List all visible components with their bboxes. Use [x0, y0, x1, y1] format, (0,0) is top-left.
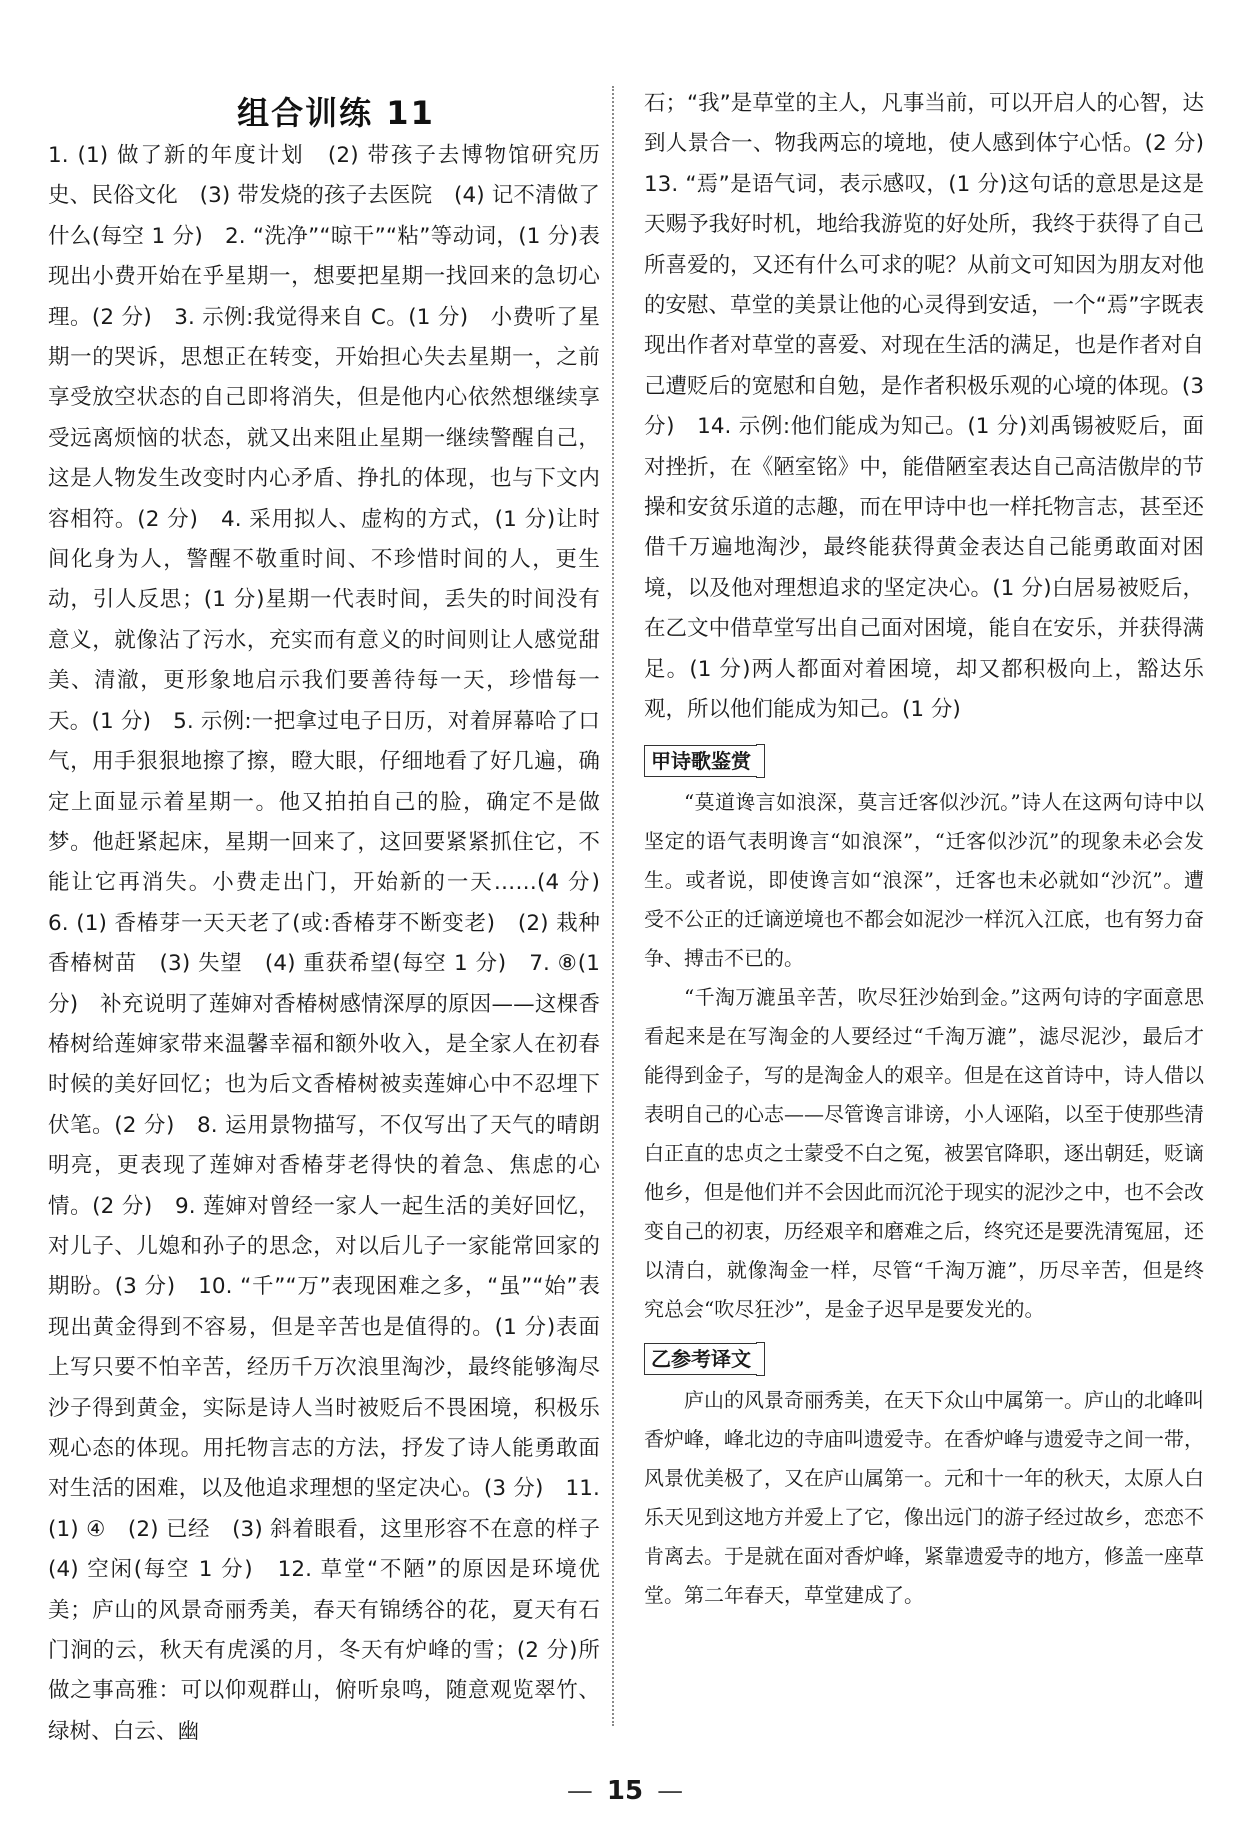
section-tag-translation: 乙参考译文 [644, 1343, 757, 1375]
column-divider [612, 86, 614, 1726]
translation-paragraph: 庐山的风景奇丽秀美，在天下众山中属第一。庐山的北峰叫香炉峰，峰北边的寺庙叫遗爱寺。在香炉峰与遗爱寺之间一带，风景优美极了，又在庐山属第一。元和十一年的秋天，太原人白乐天见到这地方并爱上了它，像出远门的游子经过故乡，恋恋不肯离去。于是就在面对香炉峰，紧靠遗爱寺的地方，修盖一座草堂。第二年春天，草堂建成了。 [644, 1387, 1204, 1607]
page-number: 15 [606, 1776, 644, 1806]
poem-appreciation-paragraph: “千淘万漉虽辛苦，吹尽狂沙始到金。”这两句诗的字面意思看起来是在写淘金的人要经过“千淘万漉”，滤尽泥沙，最后才能得到金子，写的是淘金人的艰辛。但是在这首诗中，诗人借以表明自己的心志——尽管谗言诽谤，小人诬陷，以至于使那些清白正直的忠贞之士蒙受不白之冤，被罢官降职，逐出朝廷，贬谪他乡，但是他们并不会因此而沉沦于现实的泥沙之中，也不会改变自己的初衷，历经艰辛和磨难之后，终究还是要洗清冤屈，还以清白，就像淘金一样，尽管“千淘万漉”，历尽辛苦，但是终究总会“吹尽狂沙”，是金子迟早是要发光的。 [644, 984, 1204, 1321]
poem-appreciation-paragraph: “莫道谗言如浪深，莫言迁客似沙沉。”诗人在这两句诗中以坚定的语气表明谗言“如浪深”，“迁客似沙沉”的现象未必会发生。或者说，即使谗言如“浪深”，迁客也未必就如“沙沉”。遭受不公正的迁谪逆境也不都会如泥沙一样沉入江底，也有努力奋争、搏击不已的。 [644, 789, 1204, 970]
footer-dash-left: — [566, 1776, 593, 1806]
footer-dash-right: — [657, 1776, 684, 1806]
answers-left: 1. (1) 做了新的年度计划 (2) 带孩子去博物馆研究历史、民俗文化 (3) 带发烧的孩子去医院 (4) 记不清做了什么(每空 1 分) 2. “洗净”“晾干”“粘”等动词，(1 分)表现出小费开始在乎星期一，想要把星期一找回来的急切心理。(2 分) 3. 示例:我觉得来自 C。(1 分) 小费听了星期一的哭诉，思想正在转变，开始担心失去星期一，之前享受放空状态的自己即将消失，但是他内心依然想继续享受远离烦恼的状态，就又出来阻止星期一继续警醒自己，这是人物发生改变时内心矛盾、挣扎的体现，也与下文内容相符。(2 分) 4. 采用拟人、虚构的方式，(1 分)让时间化身为人，警醒不敬重时间、不珍惜时间的人，更生动，引人反思；(1 分)星期一代表时间，丢失的时间没有意义，就像沾了污水，充实而有意义的时间则让人感觉甜美、清澈，更形象地启示我们要善待每一天，珍惜每一天。(1 分) 5. 示例:一把拿过电子日历，对着屏幕哈了口气，用手狠狠地擦了擦，瞪大眼，仔细地看了好几遍，确定上面显示着星期一。他又拍拍自己的脸，确定不是做梦。他赶紧起床，星期一回来了，这回要紧紧抓住它，不能让它再消失。小费走出门，开始新的一天……(4 分) 6. (1) 香椿芽一天天老了(或:香椿芽不断变老) (2) 栽种香椿树苗 (3) 失望 (4) 重获希望(每空 1 分) 7. ⑧(1 分) 补充说明了莲婶对香椿树感情深厚的原因——这棵香椿树给莲婶家带来温馨幸福和额外收入，是全家人在初春时候的美好回忆；也为后文香椿树被卖莲婶心中不忍埋下伏笔。(2 分) 8. 运用景物描写，不仅写出了天气的晴朗明亮，更表现了莲婶对香椿芽老得快的着急、焦虑的心情。(2 分) 9. 莲婶对曾经一家人一起生活的美好回忆，对儿子、儿媳和孙子的思念，对以后儿子一家能常回家的期盼。(3 分) 10. “千”“万”表现困难之多，“虽”“始”表现出黄金得到不容易，但是辛苦也是值得的。(1 分)表面上写只要不怕辛苦，经历千万次浪里淘沙，最终能够淘尽沙子得到黄金，实际是诗人当时被贬后不畏困境，积极乐观心态的体现。用托物言志的方法，抒发了诗人能勇敢面对生活的困难，以及他追求理想的坚定决心。(3 分) 11. (1) ④ (2) 已经 (3) 斜着眼看，这里形容不在意的样子 (4) 空闲(每空 1 分) 12. 草堂“不陋”的原因是环境优美；庐山的风景奇丽秀美，春天有锦绣谷的花，夏天有石门涧的云，秋天有虎溪的月，冬天有炉峰的雪；(2 分)所做之事高雅：可以仰观群山，俯听泉鸣，随意观览翠竹、绿树、白云、幽 [48, 143, 622, 1744]
page-title: 组合训练 11 [237, 94, 435, 132]
answers-right: 石；“我”是草堂的主人，凡事当前，可以开启人的心智，达到人景合一、物我两忘的境地，使人感到体宁心恬。(2 分) 13. “焉”是语气词，表示感叹，(1 分)这句话的意思是这是天赐予我好时机，地给我游览的好处所，我终于获得了自己所喜爱的，又还有什么可求的呢？从前文可知因为朋友对他的安慰、草堂的美景让他的心灵得到安适，一个“焉”字既表现出作者对草堂的喜爱、对现在生活的满足，也是作者对自己遭贬后的宽慰和自勉，是作者积极乐观的心境的体现。(3 分) 14. 示例:他们能成为知己。(1 分)刘禹锡被贬后，面对挫折，在《陋室铭》中，能借陋室表达自己高洁傲岸的节操和安贫乐道的志趣，而在甲诗中也一样托物言志，甚至还借千万遍地淘沙，最终能获得黄金表达自己能勇敢面对困境，以及他对理想追求的坚定决心。(1 分)白居易被贬后，在乙文中借草堂写出自己面对困境，能自在安乐，并获得满足。(1 分)两人都面对着困境，却又都积极向上，豁达乐观，所以他们能成为知己。(1 分) [644, 91, 1226, 723]
right-column [644, 84, 1226, 1615]
left-column [48, 136, 622, 1752]
page-footer [0, 1776, 1250, 1806]
section-tag-poem-appreciation: 甲诗歌鉴赏 [644, 745, 757, 777]
